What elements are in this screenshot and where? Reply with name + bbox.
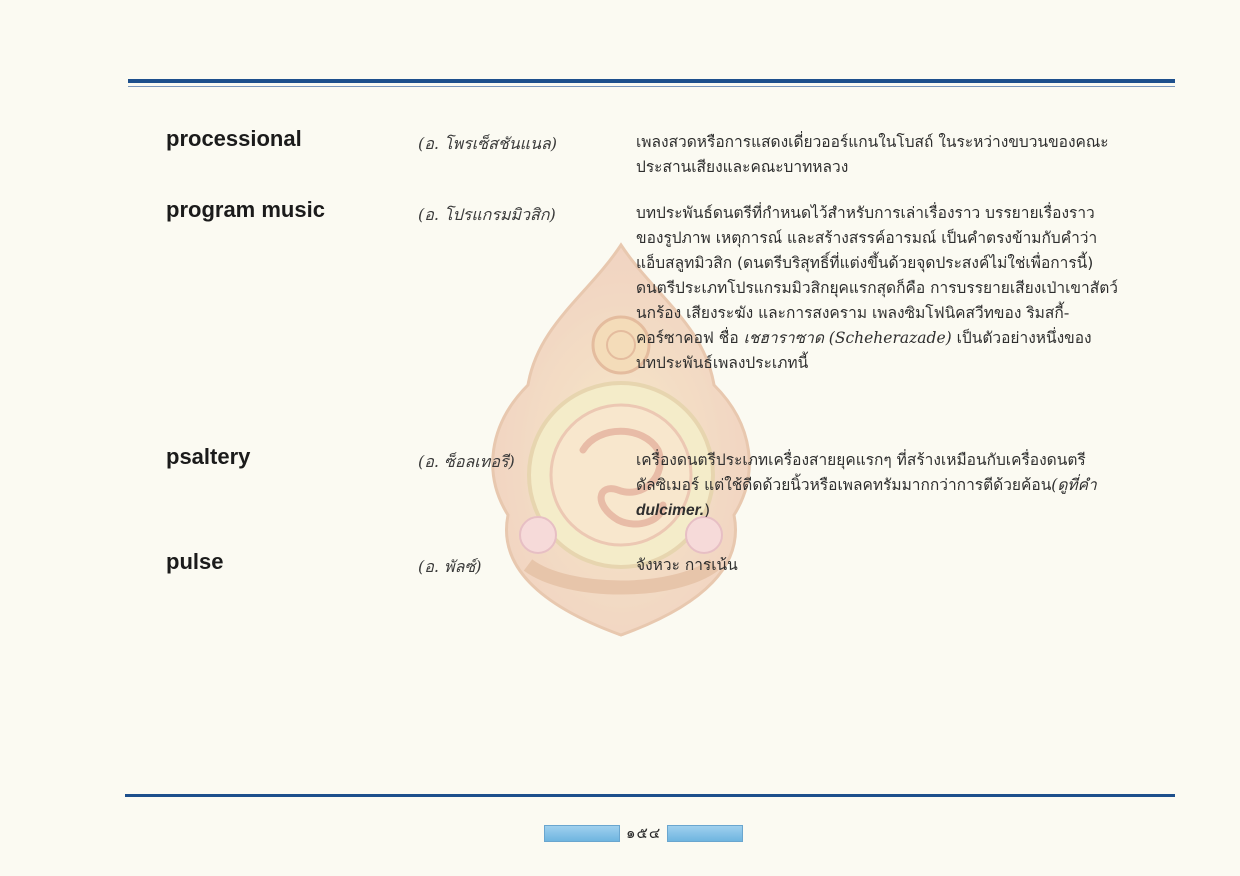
definition-line: บทประพันธ์ดนตรีที่กำหนดไว้สำหรับการเล่าเรื่องราว บรรยายเรื่องราว: [636, 204, 1095, 222]
definition-line: เพลงสวดหรือการแสดงเดี่ยวออร์แกนในโบสถ์ ในระหว่างขบวนของคณะ: [636, 133, 1109, 151]
bottom-rule: [125, 794, 1175, 797]
definition: [636, 201, 1176, 376]
definition: [636, 448, 1176, 523]
see-also-link[interactable]: dulcimer.: [636, 502, 705, 519]
top-rule-thin: [128, 86, 1175, 87]
definition-text: เป็นตัวอย่างหนึ่งของ: [956, 329, 1092, 347]
definition-line: นกร้อง เสียงระฆัง และการสงคราม เพลงซิมโฟนิคสวีทของ ริมสกี้-: [636, 304, 1070, 322]
term: psaltery: [166, 444, 251, 469]
definition: [636, 130, 1176, 180]
definition-line: ประสานเสียงและคณะบาทหลวง: [636, 158, 849, 176]
see-also-close: ): [704, 501, 711, 519]
definition-line: บทประพันธ์เพลงประเภทนี้: [636, 354, 809, 372]
pronunciation: (อ. ซ็อลเทอรี): [418, 452, 515, 471]
page-footer: [544, 823, 743, 843]
definition-line: แอ็บสลูทมิวสิก (ดนตรีบริสุทธิ์ที่แต่งขึ้นด้วยจุดประสงค์ไม่ใช่เพื่อการนี้): [636, 254, 1094, 272]
definition: [636, 553, 1176, 578]
definition-line: [636, 473, 1176, 498]
page-number: ๑๕๔: [626, 824, 662, 842]
definition-line: ของรูปภาพ เหตุการณ์ และสร้างสรรค์อารมณ์ เป็นคำตรงข้ามกับคำว่า: [636, 229, 1098, 247]
definition-italic-title: เชฮาราซาด (Scheherazade): [743, 329, 952, 347]
definition-line: จังหวะ การเน้น: [636, 556, 738, 574]
see-also-prefix: (ดูที่คำ: [1051, 476, 1097, 494]
definition-line: [636, 326, 1176, 351]
pronunciation: (อ. พัลซ์): [418, 557, 482, 576]
term: processional: [166, 126, 302, 151]
top-rule: [128, 79, 1175, 83]
definition-line: เครื่องดนตรีประเภทเครื่องสายยุคแรกๆ ที่สร้างเหมือนกับเครื่องดนตรี: [636, 451, 1086, 469]
term: pulse: [166, 549, 224, 574]
definition-line: ดนตรีประเภทโปรแกรมมิวสิกยุคแรกสุดก็คือ การบรรยายเสียงเป่าเขาสัตว์: [636, 279, 1118, 297]
footer-bar-right: [667, 825, 743, 842]
pronunciation: (อ. โพรเซ็สชันแนล): [418, 134, 557, 153]
pronunciation: (อ. โปรแกรมมิวสิก): [418, 205, 556, 224]
definition-text: ดัลซิเมอร์ แต่ใช้ดีดด้วยนิ้วหรือเพลคทรัมมากกว่าการตีด้วยค้อน: [636, 476, 1052, 494]
footer-bar-left: [544, 825, 620, 842]
definition-text: คอร์ซาคอฟ ชื่อ: [636, 329, 739, 347]
definition-line: [636, 498, 1176, 523]
term: program music: [166, 197, 325, 222]
